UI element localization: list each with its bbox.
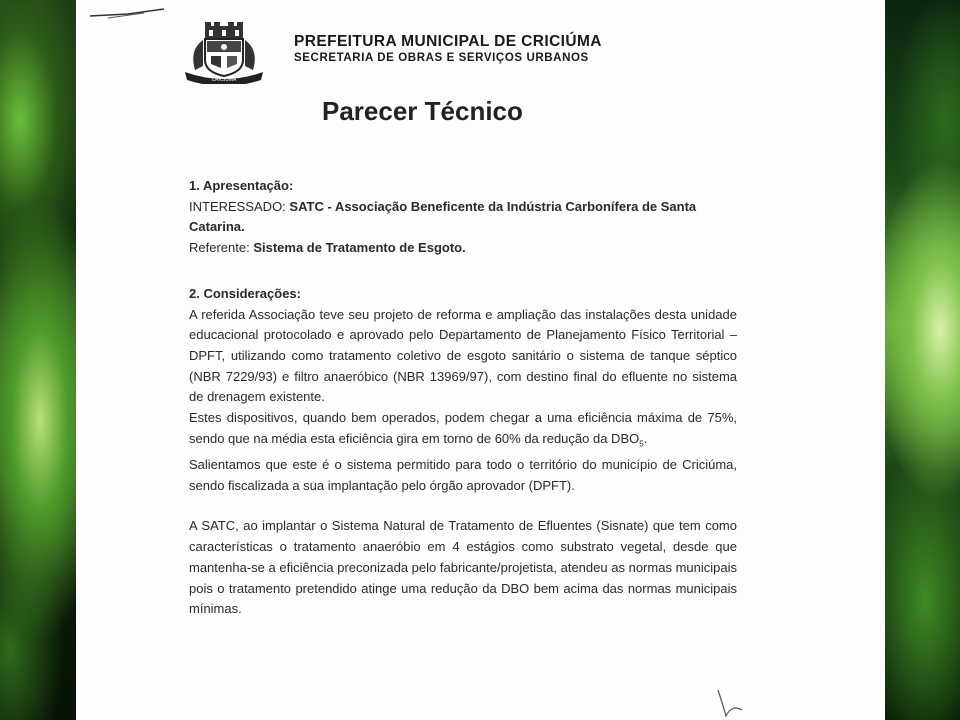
interessado-line <box>189 197 737 238</box>
paragraph-2-subscript: 5 <box>639 439 644 449</box>
letterhead-line1: PREFEITURA MUNICIPAL DE CRICIÚMA <box>294 33 602 50</box>
referente-label: Referente: <box>189 240 254 256</box>
document-body <box>189 176 737 620</box>
document-page <box>76 0 885 720</box>
referente-value: Sistema de Tratamento de Esgoto. <box>253 240 466 256</box>
paragraph-1: A referida Associação teve seu projeto de reforma e ampliação das instalações desta unidade educacional protocolado e aprovado pelo Departamento de Planejamento Físico Territorial – DPFT, utilizando como tratamento coletivo de esgoto sanitário o sistema de tanque séptico (NBR 7229/93) e filtro anaeróbico (NBR 13969/97), com destino final do efluente no sistema de drenagem existente. <box>189 306 737 405</box>
paragraph-4: A SATC, ao implantar o Sistema Natural de Tratamento de Efluentes (Sisnate) que tem como características o tratamento anaeróbio em 4 estágios como substrato vegetal, desde que mantenha-se a eficiência preconizada pelo fabricante/projetista, atendeu as normas municipais pois o tratamento pretendido atinge uma redução da DBO bem acima das normas municipais mínimas. <box>189 518 737 617</box>
signature-mark <box>708 688 748 720</box>
coat-of-arms-icon <box>181 22 267 84</box>
letterhead-line2: SECRETARIA DE OBRAS E SERVIÇOS URBANOS <box>294 52 589 64</box>
letterhead <box>294 33 602 64</box>
interessado-description: - Associação Beneficente da Indústria Carbonífera de Santa Catarina. <box>189 198 697 235</box>
referente-line <box>189 238 737 259</box>
pen-stroke-mark <box>88 6 168 22</box>
background-left-green <box>0 0 76 720</box>
paragraph-2 <box>189 408 737 455</box>
paragraph-2-suffix: . <box>643 430 648 446</box>
crest-ribbon-text: CRICIÚMA <box>211 77 237 83</box>
paragraph-2-text: Estes dispositivos, quando bem operados, podem chegar a uma eficiência máxima de 75%, sendo que na média esta eficiência gira em torno de 60% da redução da DBO <box>189 410 737 446</box>
section-1-heading: 1. Apresentação: <box>189 178 294 193</box>
interessado-name: SATC <box>289 198 324 214</box>
paragraph-3: Salientamos que este é o sistema permitido para todo o território do município de Criciúma, sendo fiscalizada a sua implantação pelo órgão aprovador (DPFT). <box>189 457 737 493</box>
interessado-label: INTERESSADO: <box>189 198 290 214</box>
document-title: Parecer Técnico <box>322 96 523 126</box>
background-right-green <box>885 0 960 720</box>
section-2-heading: 2. Considerações: <box>189 285 301 301</box>
